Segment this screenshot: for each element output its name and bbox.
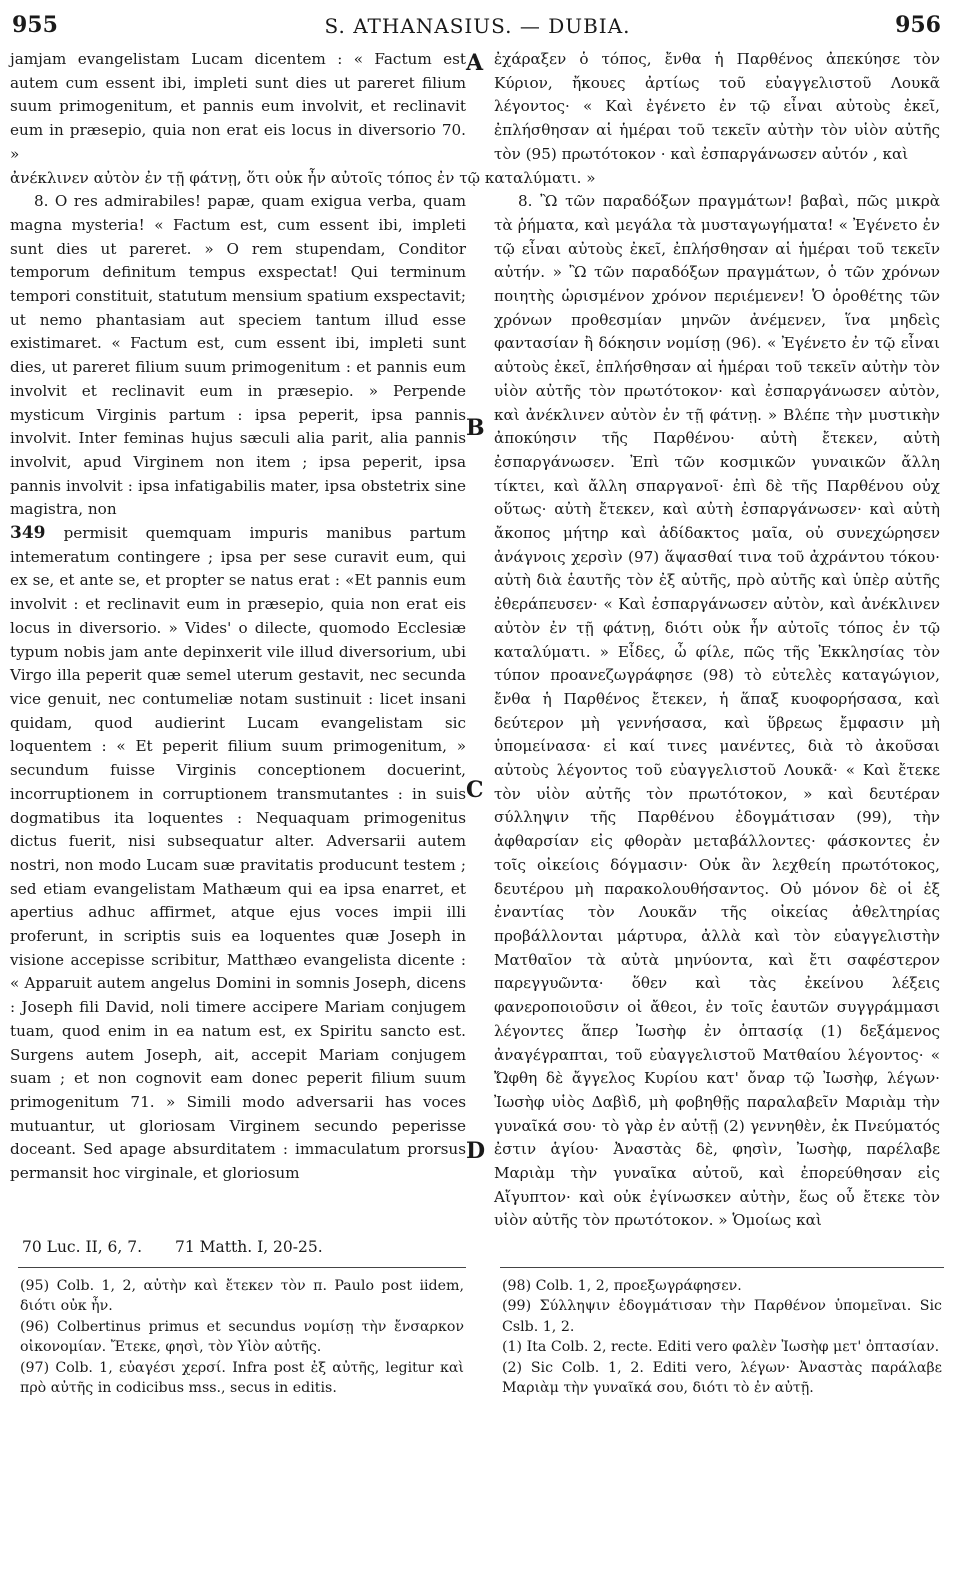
margin-marker-b: B bbox=[466, 415, 485, 441]
latin-paragraph-8: 8. O res admirabiles! papæ, quam exigua verba, quam magna mysteria! « Factum est, cum essent ibi, impleti sunt dies ut pareret. » O rem stupendam, Conditor temporum definitum tempus exspectat! Qui terminum tempori constituit, statutum mensium spatium exspectavit; ut nemo phantasiam aut speciem tantum illud esse existimaret. « Factum est, cum essent ibi, impleti sunt dies, ut pareret filium suum primogenitum : et pannis eum involvit et reclinavit eum in præsepio. » Perpende mysticum Virginis partum : ipsa peperit, ipsa pannis involvit. Inter feminas hujus sæculi alia parit, alia pannis involvit, apud Virginem non item ; ipsa peperit, ipsa pannis involvit : ipsa infatigabilis mater, ipsa obstetrix sine magistra, non bbox=[10, 192, 466, 519]
page-header bbox=[0, 0, 955, 46]
footnote-1: (1) Ita Colb. 2, recte. Editi vero φαλὲν Ἰωσὴφ μετ' ὀπτασίαν. bbox=[502, 1339, 940, 1356]
latin-paragraph-continued-text: permisit quemquam impuris manibus partum intemeratum contingere ; ipsa per sese curavit eum, qui ex se, et ante se, et propter se natus erat : «Et pannis eum involvit : et reclinavit eum in præsepio, quia non erat eis locus in diversorio. » Vides' o dilecte, quomodo Ecclesiæ typum nobis jam ante depinxerit vile illud diversorium, ubi Virgo illa peperit quæ semel uterum gestavit, nec secunda vice genuit, nec contumeliæ notam sustinuit : licet insani quidam, quod audierint Lucam evangelistam sic loquentem : « Et peperit filium suum primogenitum, » secundum fuisse Virginis conceptionem docuerint, incorruptionem in corruptionem transmutantes : in suis dogmatibus ita loquentes : Nequaquam primogenitus dictus fuerit, nisi subsequatur alter. Adversarii autem nostri, non modo Lucam suæ pravitatis producunt testem ; sed etiam evangelistam Mathæum qui ea ipsa enarret, et apertius adhuc affirmet, atque ejus voces impii illi proferunt, in scriptis suis ea loquentes quæ Joseph in visione accepisse scribitur, Matthæo evangelista dicente : « Apparuit autem angelus Domini in somnis Joseph, dicens : Joseph fili David, noli timere accipere Mariam conjugem tuam, quod enim in ea natum est, ex Spiritu sancto est. Surgens autem Joseph, ait, accepit Mariam conjugem suam ; et non cognovit eam donec peperit filium suum primogenitum 71. » Simili modo adversarii has voces mutuantur, ut gloriosam Virginem secundo peperisse doceant. Sed apage absurditatem : immaculatum prorsus permansit hoc virginale, et gloriosum bbox=[10, 524, 466, 1183]
reference-70: 70 Luc. II, 6, 7. bbox=[22, 1238, 143, 1256]
page-number-left: 955 bbox=[12, 12, 58, 38]
greek-paragraph-8: 8. Ὢ τῶν παραδόξων πραγμάτων! βαβαὶ, πῶς μικρὰ τὰ ῥήματα, καὶ μεγάλα τὰ μυσταγωγήματα! « Ἐγένετο ἐν τῷ εἶναι αὐτοὺς ἐκεῖ, ἐπλήσθησαν αἱ ἡμέραι τοῦ τεκεῖν αὐτήν. » Ὢ τῶν παραδόξων πραγμάτων, ὁ τῶν χρόνων ποιητὴς ὡρισμένον χρόνον περιέμενεν! Ὁ ὁροθέτης τῶν χρόνων προθεσμίαν μηνῶν ἀνέμενεν, ἵνα μηδεὶς φαντασίαν ἢ δόκησιν νομίσῃ (96). « Ἐγένετο ἐν τῷ εἶναι αὐτοὺς ἐκεῖ, ἐπλήσθησαν αἱ ἡμέραι τοῦ τεκεῖν αὐτὴν τὸν υἱὸν αὐτῆς τὸν πρωτότοκον· καὶ ἐσπαργάνωσεν αὐτὸν, καὶ ἀνέκλινεν αὐτὸν ἐν τῇ φάτνῃ. » Βλέπε τὴν μυστικὴν ἀποκύησιν τῆς Παρθένου· αὐτὴ ἔτεκεν, αὐτὴ ἐσπαργάνωσεν. Ἐπὶ τῶν κοσμικῶν γυναικῶν ἄλλη τίκτει, καὶ ἄλλη σπαργανοῖ· ἐπὶ δὲ τῆς Παρθένου οὐχ οὕτως· αὐτὴ ἔτεκεν, καὶ αὐτὴ ἐσπαργάνωσεν· καὶ αὐτὴ ἄκοπος μήτηρ καὶ ἀδίδακτος μαῖα, οὐ συνεχώρησεν ἀνάγνοις χερσὶν (97) ἅψασθαί τινα τοῦ ἀχράντου τόκου· αὐτὴ διὰ ἑαυτῆς τὸν ἐξ αὐτῆς, πρὸ αὐτῆς καὶ ὑπὲρ αὐτῆς ἐθεράπευσεν· « Καὶ ἐσπαργάνωσεν αὐτὸν, καὶ ἀνέκλινεν αὐτὸν ἐν τῇ φάτνῃ, διότι οὐκ ἦν αὐτοῖς τόπος ἐν τῷ καταλύματι. » Εἶδες, ὦ φίλε, πῶς τῆς Ἐκκλησίας τὸν τύπον προανεζωγράφησε (98) τὸ εὐτελὲς καταγώγιον, ἔνθα ἡ Παρθένος ἔτεκεν, ἡ ἅπαξ κυοφορήσασα, καὶ δεύτερον μὴ γεννήσασα, καὶ ὕβρεως ἔμφασιν μὴ ὑπομείνασα· εἰ καί τινες μανέντες, διὰ τὸ ἀκοῦσαι αὐτοὺς λέγοντος τοῦ εὐαγγελιστοῦ Λουκᾶ· « Καὶ ἔτεκε τὸν υἱὸν αὐτῆς τὸν πρωτότοκον, » καὶ δευτέραν σύλληψιν τῆς Παρθένου ἐδογμάτισαν (99), τὴν ἀφθαρσίαν εἰς φθορὰν μεταβάλλοντες· φάσκοντες ἐν τοῖς οἰκείοις δόγμασιν· Οὐκ ἂν λεχθείη πρωτότοκος, δευτέρου μὴ παρακολουθήσαντος. Οὐ μόνον δὲ οἱ ἐξ ἐναντίας τὸν Λουκᾶν τῆς οἰκείας ἀθελτηρίας προβάλλονται μάρτυρα, ἀλλὰ καὶ τὸν εὐαγγελιστὴν Ματθαῖον τὰ αὐτὰ μηνύοντα, καὶ ἔτι σαφέστερον παρεγγυῶντα· ὅθεν καὶ τὰς ἐκείνου λέξεις φανεροποιοῦσιν οἱ ἄθεοι, ἐν τοῖς ἑαυτῶν συγγράμμασι λέγοντες ἅπερ Ἰωσὴφ ἐν ὀπτασίᾳ (1) δεξάμενος ἀναγέγραπται, τοῦ εὐαγγελιστοῦ Ματθαίου λέγοντος· « Ὤφθη δὲ ἄγγελος Κυρίου κατ' ὄναρ τῷ Ἰωσὴφ, λέγων· Ἰωσὴφ υἱὸς Δαβὶδ, μὴ φοβηθῇς παραλαβεῖν Μαριὰμ τὴν γυναῖκά σου· τὸ γὰρ ἐν αὐτῇ (2) γεννηθὲν, ἐκ Πνεύματός ἐστιν ἁγίου· Ἀναστὰς δὲ, φησὶν, Ἰωσὴφ, παρέλαβε Μαριὰμ τὴν γυναῖκα αὐτοῦ, καὶ ἐπορεύθησαν εἰς Αἴγυπτον· καὶ οὐκ ἐγίνωσκεν αὐτὴν, ἕως οὗ ἔτεκε τὸν υἱὸν αὐτῆς τὸν πρωτότοκον. » Ὁμοίως καὶ bbox=[494, 192, 940, 1230]
scripture-references bbox=[22, 1238, 351, 1256]
footnotes-right bbox=[502, 1276, 942, 1398]
footnote-96: (96) Colbertinus primus et secundus νομίσῃ τὴν ἔνσαρκον οἰκονομίαν. Ἔτεκε, φησὶ, τὸν Υἱὸν αὐτῆς. bbox=[20, 1318, 464, 1356]
latin-column bbox=[10, 48, 596, 1236]
greek-column bbox=[494, 48, 940, 1236]
footnote-99: (99) Σύλληψιν ἐδογμάτισαν τὴν Παρθένον ὑπομεῖναι. Sic Cslb. 1, 2. bbox=[502, 1298, 942, 1335]
footnote-rule-right bbox=[500, 1267, 944, 1268]
footnote-2: (2) Sic Colb. 1, 2. Editi vero, λέγων· Ἀναστὰς παράλαβε Μαριὰμ τὴν γυναῖκά σου, διότι τὸ ἐν αὐτῇ. bbox=[502, 1359, 942, 1397]
latin-paragraph-intro: jamjam evangelistam Lucam dicentem : « Factum est autem cum essent ibi, impleti sunt dies ut pareret filium suum primogenitum, et pannis eum involvit, et reclinavit eum in præsepio, quia non erat eis locus in diversorio 70. » bbox=[10, 50, 466, 163]
margin-marker-a: A bbox=[466, 50, 484, 76]
greek-spanning-line: ἀνέκλινεν αὐτὸν ἐν τῇ φάτνῃ, ὅτι οὐκ ἦν αὐτοῖς τόπος ἐν τῷ καταλύματι. » bbox=[10, 168, 596, 187]
footnotes-left bbox=[20, 1276, 464, 1398]
reference-71: 71 Matth. I, 20-25. bbox=[175, 1238, 323, 1256]
latin-paragraph-continued bbox=[10, 522, 466, 1186]
footnote-rule-left bbox=[18, 1267, 466, 1268]
spacer bbox=[494, 167, 940, 191]
footnote-95: (95) Colb. 1, 2, αὐτὴν καὶ ἔτεκεν τὸν π. Paulo post iidem, διότι οὐκ ἦν. bbox=[20, 1278, 464, 1315]
running-title: S. ATHANASIUS. — DUBIA. bbox=[324, 14, 631, 38]
margin-marker-d: D bbox=[466, 1138, 486, 1164]
footnote-98: (98) Colb. 1, 2, προεξωγράφησεν. bbox=[502, 1278, 742, 1294]
margin-marker-c: C bbox=[466, 777, 484, 803]
greek-paragraph-intro: ἐχάραξεν ὁ τόπος, ἔνθα ἡ Παρθένος ἀπεκύησε τὸν Κύριον, ἤκουες ἀρτίως τοῦ εὐαγγελιστοῦ Λουκᾶ λέγοντος· « Καὶ ἐγένετο ἐν τῷ εἶναι αὐτοὺς ἐκεῖ, ἐπλήσθησαν αἱ ἡμέραι τοῦ τεκεῖν αὐτὴν τὸν υἱὸν αὐτῆς τὸν (95) πρωτότοκον · καὶ ἐσπαργάνωσεν αὐτόν , καὶ bbox=[494, 50, 940, 163]
inline-page-number: 349 bbox=[10, 523, 46, 544]
page-number-right: 956 bbox=[895, 12, 941, 38]
footnote-97: (97) Colb. 1, εὐαγέσι χερσί. Infra post ἐξ αὐτῆς, legitur καὶ πρὸ αὐτῆς in codicibus mss., secus in editis. bbox=[20, 1359, 464, 1397]
